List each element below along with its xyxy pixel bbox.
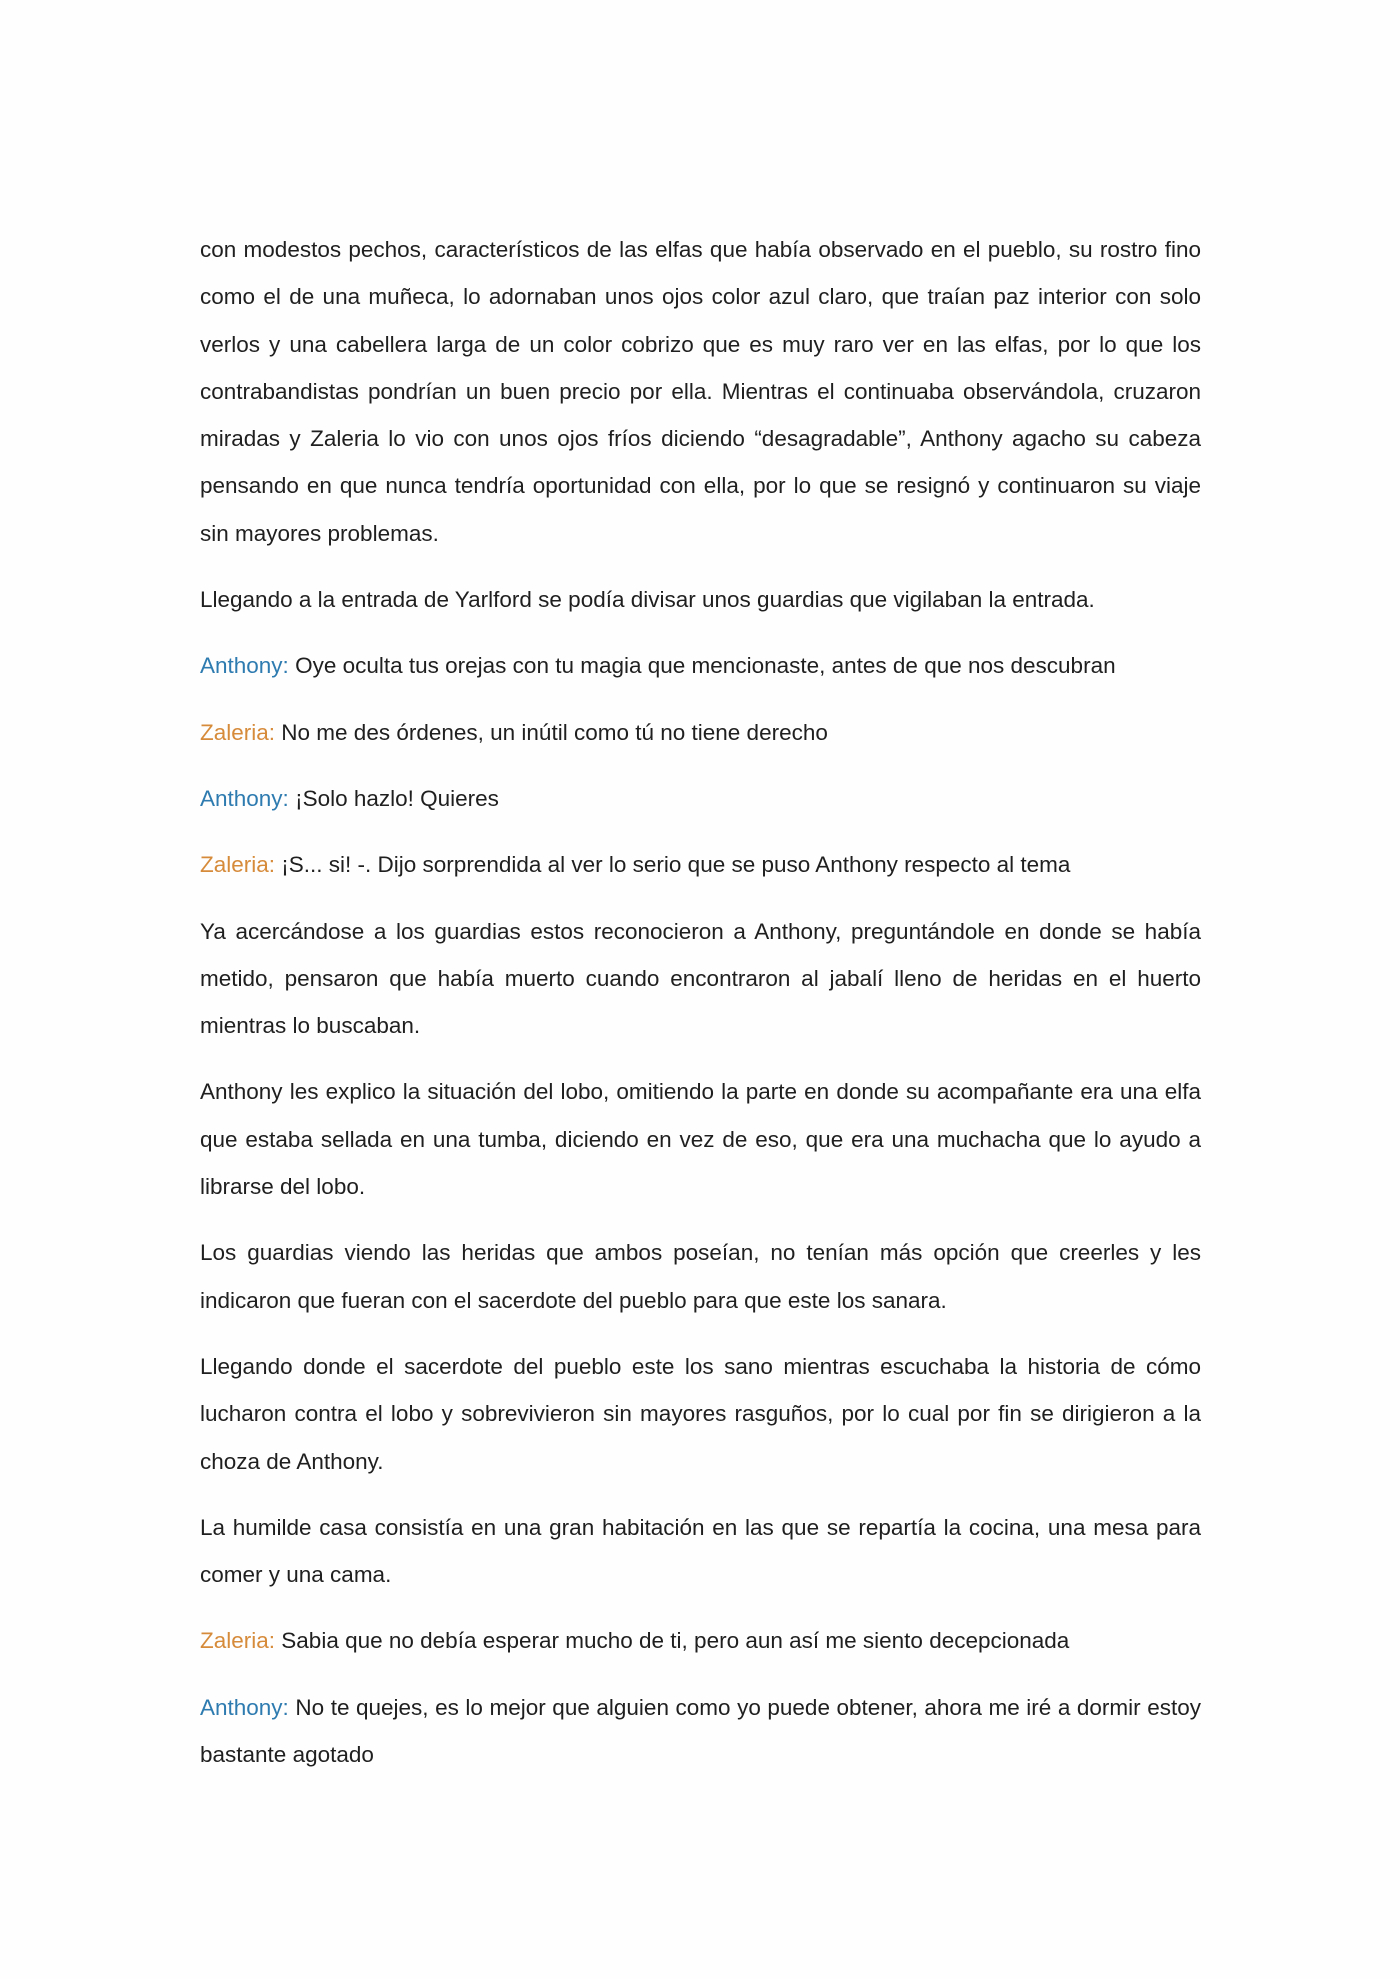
narration-paragraph xyxy=(200,226,1201,557)
story-text xyxy=(200,226,1201,1797)
paragraph-text: con modestos pechos, característicos de las elfas que había observado en el pueblo, su rostro fino como el de una muñeca, lo adornaban unos ojos color azul claro, que traían paz interior con solo verlos y una cabellera larga de un color cobrizo que es muy raro ver en las elfas, por lo que los contrabandistas pondrían un buen precio por ella. Mientras el continuaba observándola, cruzaron miradas y Zaleria lo vio con unos ojos fríos diciendo “desagradable”, Anthony agacho su cabeza pensando en que nunca tendría oportunidad con ella, por lo que se resignó y continuaron su viaje sin mayores problemas. xyxy=(200,237,1201,546)
narration-paragraph xyxy=(200,1504,1201,1599)
dialogue-line xyxy=(200,709,1201,756)
paragraph-text: Llegando donde el sacerdote del pueblo este los sano mientras escuchaba la historia de cómo lucharon contra el lobo y sobrevivieron sin mayores rasguños, por lo cual por fin se dirigieron a la choza de Anthony. xyxy=(200,1353,1201,1474)
dialogue-text: Oye oculta tus orejas con tu magia que mencionaste, antes de que nos descubran xyxy=(288,653,1116,679)
narration-paragraph xyxy=(200,908,1201,1050)
paragraph-text: Anthony les explico la situación del lobo, omitiendo la parte en donde su acompañante era una elfa que estaba sellada en una tumba, diciendo en vez de eso, que era una muchacha que lo ayudo a librarse del lobo. xyxy=(200,1079,1201,1200)
paragraph-text: Ya acercándose a los guardias estos reconocieron a Anthony, preguntándole en donde se había metido, pensaron que había muerto cuando encontraron al jabalí lleno de heridas en el huerto mientras lo buscaban. xyxy=(200,918,1201,1039)
dialogue-text: Sabia que no debía esperar mucho de ti, pero aun así me siento decepcionada xyxy=(275,1628,1070,1654)
narration-paragraph xyxy=(200,1229,1201,1324)
narration-paragraph xyxy=(200,1068,1201,1210)
dialogue-line xyxy=(200,1684,1201,1779)
speaker-anthony: Anthony: xyxy=(200,785,289,811)
dialogue-line xyxy=(200,642,1201,689)
dialogue-line xyxy=(200,841,1201,888)
narration-paragraph xyxy=(200,1343,1201,1485)
speaker-anthony: Anthony: xyxy=(200,1694,289,1720)
paragraph-text: Llegando a la entrada de Yarlford se podía divisar unos guardias que vigilaban la entrada. xyxy=(200,587,1095,613)
paragraph-text: Los guardias viendo las heridas que ambos poseían, no tenían más opción que creerles y les indicaron que fueran con el sacerdote del pueblo para que este los sanara. xyxy=(200,1240,1201,1313)
dialogue-line xyxy=(200,775,1201,822)
dialogue-text: No me des órdenes, un inútil como tú no tiene derecho xyxy=(275,719,828,745)
dialogue-line xyxy=(200,1617,1201,1664)
dialogue-text: ¡Solo hazlo! Quieres xyxy=(288,785,499,811)
dialogue-text: ¡S... si! -. Dijo sorprendida al ver lo serio que se puso Anthony respecto al tema xyxy=(275,852,1071,878)
speaker-zaleria: Zaleria: xyxy=(200,852,276,878)
speaker-anthony: Anthony: xyxy=(200,653,289,679)
narration-paragraph xyxy=(200,576,1201,623)
paragraph-text: La humilde casa consistía en una gran habitación en las que se repartía la cocina, una mesa para comer y una cama. xyxy=(200,1514,1201,1588)
speaker-zaleria: Zaleria: xyxy=(200,1628,276,1654)
dialogue-text: No te quejes, es lo mejor que alguien como yo puede obtener, ahora me iré a dormir estoy bastante agotado xyxy=(200,1694,1201,1768)
speaker-zaleria: Zaleria: xyxy=(200,719,276,745)
